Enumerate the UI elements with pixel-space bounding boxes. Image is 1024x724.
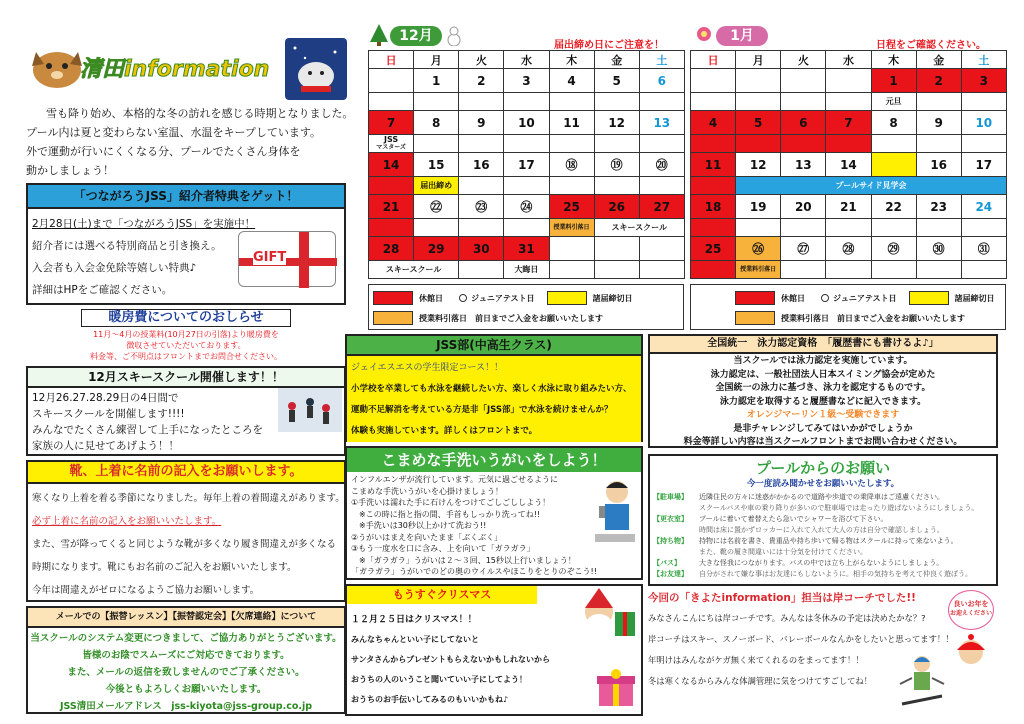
tearai-line: ③もう一度水を口に含み、上を向いて「ガラガラ」 xyxy=(351,544,535,553)
day-cell: 13 xyxy=(639,111,684,135)
kentei-line: 料金等詳しい内容は当スクールフロントまでお問い合わせください。 xyxy=(683,437,963,447)
danbou-line: 徴収させていただいております。 xyxy=(126,341,246,350)
day-cell xyxy=(639,237,684,261)
day-cell: ㉗ xyxy=(781,237,826,261)
cat-icon xyxy=(285,38,347,100)
day-cell: 10 xyxy=(961,111,1006,135)
day-cell: ㉙ xyxy=(871,237,916,261)
day-cell: 16 xyxy=(916,153,961,177)
day-cell: 6 xyxy=(781,111,826,135)
xmas-line: １２月２５日はクリスマス！！ xyxy=(351,615,477,625)
shoes-line: 今年は間違えがゼロになるようご協力お願いします。 xyxy=(32,585,260,596)
ski-line: みんなでたくさん練習して上手になったところを xyxy=(32,424,263,436)
note-jss: JSS xyxy=(383,134,399,144)
day-cell: 7 xyxy=(826,111,871,135)
day-cell: ㉘ xyxy=(826,237,871,261)
xmas-line: おうちの人のいうこと聞いていい子にしてよう！ xyxy=(351,675,527,684)
day-cell: 3 xyxy=(961,69,1006,93)
girl-illustration xyxy=(948,634,994,668)
shoes-title: 靴、上着に名前の記入をお願いします。 xyxy=(28,462,344,484)
day-cell: 12 xyxy=(736,153,781,177)
day-cell: 8 xyxy=(414,111,459,135)
badge-line: 良いお年を xyxy=(953,600,989,608)
tearai-box xyxy=(345,446,643,580)
weekday-mon: 月 xyxy=(414,51,459,69)
kentei-title: 全国統一 泳力認定資格 「履歴書にも書けるよ♪」 xyxy=(650,336,996,354)
rule-tag: 【持ち物】 xyxy=(653,537,688,545)
tsunagaro-line: 詳細はHPをご確認ください。 xyxy=(32,284,173,296)
legend-swatch-deadline xyxy=(909,291,949,305)
day-cell: 13 xyxy=(781,153,826,177)
mail-line: 当スクールのシステム変更につきまして、ご協力ありがとうございます。 xyxy=(30,633,342,644)
day-cell: 20 xyxy=(781,195,826,219)
tantou-box xyxy=(648,590,998,716)
rule-tag: 【お友達】 xyxy=(653,570,688,578)
day-cell: 9 xyxy=(916,111,961,135)
gift-label: GIFT xyxy=(253,250,287,265)
mail-line: 今後ともよろしくお願いいたします。 xyxy=(105,684,267,695)
note-fee-jan: 授業料引落日 xyxy=(736,261,781,279)
new-year-badge xyxy=(948,590,994,630)
day-cell xyxy=(781,69,826,93)
note-gantan: 元旦 xyxy=(871,93,916,111)
gift-card-icon xyxy=(238,231,336,287)
danbou-line: 料金等、ご不明点はフロントまでお問合せください。 xyxy=(90,352,282,361)
flower-icon xyxy=(696,26,712,42)
tearai-line: ①手洗いは濡れた手に石けんをつけてごしごししよう！ xyxy=(351,498,551,507)
day-cell: 25 xyxy=(549,195,594,219)
kentei-line: 是非チャレンジしてみてはいかがでしょうか xyxy=(733,423,913,434)
jssbu-line: ジェイエスエスの学生限定コース！！ xyxy=(351,363,504,373)
weekday-fri: 金 xyxy=(916,51,961,69)
legend-closed: 休館日 xyxy=(419,293,443,303)
tearai-line: 「ガラガラ」うがいでのどの奥のウイルスやほこりをとりのぞこう!! xyxy=(351,567,597,576)
tearai-line: ②うがいはまえを向いたまま「ぶくぶく」 xyxy=(351,532,503,542)
jssbu-line: 小学校を卒業しても水泳を継続したい方、楽しく水泳に取り組みたい方、 xyxy=(351,384,632,394)
note-omisoka: 大晦日 xyxy=(504,261,549,279)
day-cell: 2 xyxy=(459,69,504,93)
weekday-fri: 金 xyxy=(594,51,639,69)
note-poolside: プールサイド見学会 xyxy=(736,177,1007,195)
january-legend xyxy=(690,284,1006,330)
day-cell: 18 xyxy=(691,195,736,219)
onegai-subtitle: 今一度読み聞かせをお願いいたします。 xyxy=(746,479,900,489)
xmas-box xyxy=(345,584,643,716)
rule-tag: 【駐車場】 xyxy=(653,493,688,501)
intro-text xyxy=(26,104,356,180)
rule-tag xyxy=(653,525,699,536)
rule-item xyxy=(653,547,993,558)
day-cell: 2 xyxy=(916,69,961,93)
note-ski-2: スキースクール xyxy=(369,261,459,279)
january-notice: 日程をご確認ください。 xyxy=(876,40,986,51)
intro-line: 動かしましょう！ xyxy=(26,164,114,177)
day-cell: 21 xyxy=(826,195,871,219)
kentei-line: 当スクールでは泳力認定を実施しています。 xyxy=(733,356,913,366)
kentei-line: オレンジマーリン１級～受験できます xyxy=(746,410,900,420)
jssbu-title: JSS部(中高生クラス) xyxy=(347,336,641,356)
danbou-box xyxy=(26,309,346,361)
legend-junior: ジュニアテスト日 xyxy=(471,293,535,303)
day-cell: 29 xyxy=(414,237,459,261)
tearai-line: ※手洗いは30秒以上かけて洗おう!! xyxy=(351,521,487,530)
shoes-line: 時期になります。靴にもお名前のご記入をお願いいたします。 xyxy=(32,562,297,573)
weekday-wed: 水 xyxy=(826,51,871,69)
jssbu-line: 運動不足解消を考えている方是非「JSS部」で水泳を続けませんか？ xyxy=(351,405,613,415)
legend-junior: ジュニアテスト日 xyxy=(833,293,897,303)
danbou-line: 11月～4月の授業料(10月27日の引落)より暖房費を xyxy=(93,330,279,339)
tearai-line: ※「ガラガラ」うがいは２～３回、15秒以上行いましょう！ xyxy=(351,555,576,565)
legend-swatch-fee xyxy=(373,311,413,325)
rule-tag: 【バス】 xyxy=(653,559,681,567)
day-cell: 10 xyxy=(504,111,549,135)
shoes-line: 必ず上着に名前の記入をお願いいたします。 xyxy=(32,516,222,527)
legend-deadline: 諸届締切日 xyxy=(592,293,633,303)
xmas-line: みんなちゃんといい子にしてないと xyxy=(351,635,479,644)
xmas-title: もうすぐクリスマス xyxy=(347,586,537,604)
badge-line: お迎えください xyxy=(949,610,992,617)
kentei-line: 泳力認定を取得すると履歴書などに記入できます。 xyxy=(719,396,927,407)
danbou-title: 暖房費についてのおしらせ xyxy=(81,309,291,327)
day-cell: ㉔ xyxy=(504,195,549,219)
xmas-line: おうちのお手伝いしてみるのもいいかもね♪ xyxy=(351,695,509,704)
tearai-line: ※この時に指と指の間、手首もしっかり洗ってね!! xyxy=(351,509,541,519)
mail-box xyxy=(26,606,346,714)
rule-item xyxy=(653,503,993,514)
tantou-title: 今回の「きよたinformation」担当は岸コーチでした!! xyxy=(648,592,916,604)
day-cell: 14 xyxy=(826,153,871,177)
legend-fee: 授業料引落日 前日までご入金をお願いいたします xyxy=(781,313,965,323)
day-cell: 22 xyxy=(871,195,916,219)
weekday-mon: 月 xyxy=(736,51,781,69)
day-cell: 11 xyxy=(549,111,594,135)
onegai-box xyxy=(648,454,998,586)
kentei-line: 全国統一の泳力に基づき、泳力を認定するものです。 xyxy=(715,383,931,393)
rule-item xyxy=(653,569,993,580)
rule-text: プールに着いて着替えたら急いでシャワーを浴びて下さい。 xyxy=(699,515,888,523)
note-deadline: 届出締め xyxy=(414,177,459,195)
day-cell xyxy=(826,69,871,93)
day-cell: 30 xyxy=(459,237,504,261)
rule-item xyxy=(653,536,993,547)
rule-text: 持物には名前を書き、貴重品や持ち歩いて帰る物はスクールに持って来ないよう。 xyxy=(699,537,958,545)
january-badge: 1月 xyxy=(716,26,768,46)
mail-line: 皆様のお陰でスムーズにご対応できております。 xyxy=(82,650,290,661)
intro-line: プール内は夏と変わらない室温、水温をキープしています。 xyxy=(26,126,322,139)
shoes-line: 寒くなり上着を着る季節になりました。毎年上着の着間違えがあります。 xyxy=(32,493,345,504)
day-cell: 28 xyxy=(369,237,414,261)
day-cell: 19 xyxy=(736,195,781,219)
circle-icon xyxy=(459,294,467,302)
day-cell: ⑲ xyxy=(594,153,639,177)
note-masters: マスターズ xyxy=(376,143,406,151)
day-cell: 24 xyxy=(961,195,1006,219)
rule-tag xyxy=(653,547,699,558)
xmas-line: サンタさんからプレゼントもらえないかもしれないから xyxy=(351,655,550,664)
december-calendar xyxy=(368,50,685,279)
legend-swatch-fee xyxy=(735,311,775,325)
tsunagaro-line: 2月28日(土)まで「つながろうJSS」を実施中！ xyxy=(32,218,256,230)
tantou-line: みなさんこんにちは岸コーチです。みんなは冬休みの予定は決めたかな？? xyxy=(648,613,926,623)
day-cell: 21 xyxy=(369,195,414,219)
day-cell: 17 xyxy=(504,153,549,177)
tsunagaro-line: 入会者も入会金免除等嬉しい特典♪ xyxy=(32,262,197,274)
december-legend xyxy=(368,284,684,330)
weekday-tue: 火 xyxy=(781,51,826,69)
day-cell xyxy=(871,153,916,177)
tree-icon xyxy=(370,24,388,46)
intro-line: 雪も降り始め、本格的な冬の訪れを感じる時期となりました。 xyxy=(46,107,354,120)
rule-text: 大きな怪我につながります。バスの中では立ち上がらないようにしましょう。 xyxy=(699,559,944,567)
kentei-line: 泳力認定は、一般社団法人日本スイミング協会が定めた xyxy=(710,369,936,380)
jssbu-box xyxy=(345,334,643,442)
day-cell: 4 xyxy=(549,69,594,93)
weekday-sun: 日 xyxy=(369,51,414,69)
onegai-title: プールからのお願い xyxy=(755,459,891,477)
day-cell: ㉒ xyxy=(414,195,459,219)
day-cell: 26 xyxy=(594,195,639,219)
shoes-box xyxy=(26,460,346,602)
day-cell xyxy=(549,237,594,261)
rule-text: また、靴の履き間違いには十分気を付けてください。 xyxy=(699,548,867,556)
tearai-line: こまめな手洗いうがいを心掛けましょう！ xyxy=(351,486,503,496)
mail-address: JSS清田メールアドレス jss-kiyota@jss-group.co.jp xyxy=(59,701,313,712)
circle-icon xyxy=(821,294,829,302)
tantou-line: 冬は寒くなるからみんな体調管理に気をつけてすごしてね！ xyxy=(648,676,873,686)
mail-title: メールでの【振替レッスン】【振替認定会】【欠席連絡】について xyxy=(28,608,344,628)
legend-swatch-closed xyxy=(735,291,775,305)
weekday-wed: 水 xyxy=(504,51,549,69)
shoes-line: また、雪が降ってくると同じような靴が多くなり履き間違えが多くなる xyxy=(32,539,337,550)
rule-item xyxy=(653,492,993,503)
legend-swatch-deadline xyxy=(547,291,587,305)
snowman-icon xyxy=(446,26,462,46)
handwash-icon xyxy=(591,476,639,546)
day-cell: 25 xyxy=(691,237,736,261)
day-cell: 16 xyxy=(459,153,504,177)
ski-line: 家族の人に見せてあげよう！！ xyxy=(32,440,179,452)
rule-tag xyxy=(653,503,699,514)
day-cell: 5 xyxy=(736,111,781,135)
dog-illustration xyxy=(28,40,86,90)
day-cell xyxy=(691,69,736,93)
rule-text: 時間は床に置かずロッカーに入れて入れて大人の方は自分で確認しましょう。 xyxy=(699,526,944,534)
weekday-sat: 土 xyxy=(639,51,684,69)
day-cell: 3 xyxy=(504,69,549,93)
day-cell: ⑱ xyxy=(549,153,594,177)
day-cell xyxy=(736,69,781,93)
day-cell: 8 xyxy=(871,111,916,135)
day-cell: 23 xyxy=(916,195,961,219)
day-cell: 27 xyxy=(639,195,684,219)
note-ski: スキースクール xyxy=(594,219,684,237)
tearai-title: こまめな手洗いうがいをしよう！ xyxy=(347,448,641,472)
tantou-line: 岸コーチはスキー、スノーボード、バレーボールなんかをしたいと思ってます！！ xyxy=(648,634,954,644)
santa-illustration xyxy=(577,588,639,644)
weekday-tue: 火 xyxy=(459,51,504,69)
legend-swatch-closed xyxy=(373,291,413,305)
day-cell xyxy=(594,237,639,261)
rule-tag: 【更衣室】 xyxy=(653,515,688,523)
ski-photo xyxy=(278,388,342,432)
tantou-line: 年明けはみんながケガ無く来てくれるのをまってます！！ xyxy=(648,655,864,665)
day-cell: 6 xyxy=(639,69,684,93)
legend-closed: 休館日 xyxy=(781,293,805,303)
ski-line: スキースクールを開催します!!!! xyxy=(32,408,185,420)
day-cell: 14 xyxy=(369,153,414,177)
rule-item xyxy=(653,525,993,536)
day-cell: 1 xyxy=(871,69,916,93)
tearai-line: インフルエンザが流行しています。元気に過ごせるように xyxy=(351,475,559,484)
handwash-illustration xyxy=(591,476,639,546)
dog-icon xyxy=(28,40,86,90)
ski-title: 12月スキースクール開催します！！ xyxy=(28,368,344,388)
ski-line: 12月26.27.28.29日の4日間で xyxy=(32,392,179,404)
rule-item xyxy=(653,514,993,525)
present-icon xyxy=(597,668,635,708)
tsunagaro-box xyxy=(26,183,346,305)
skiers-icon xyxy=(278,388,342,432)
intro-line: 外で運動が行いにくくなる分、プールでたくさん身体を xyxy=(26,145,301,158)
day-cell: 1 xyxy=(414,69,459,93)
skier-illustration xyxy=(896,650,948,710)
day-cell: 31 xyxy=(504,237,549,261)
ski-box xyxy=(26,366,346,456)
day-cell: ㉛ xyxy=(961,237,1006,261)
girl-icon xyxy=(948,634,994,668)
day-cell: ㉓ xyxy=(459,195,504,219)
page-title: 清田information xyxy=(80,57,270,82)
santa-icon xyxy=(577,588,639,644)
legend-deadline: 諸届締切日 xyxy=(954,293,995,303)
day-cell: 15 xyxy=(414,153,459,177)
kentei-box xyxy=(648,334,998,448)
legend-fee: 授業料引落日 前日までご入金をお願いいたします xyxy=(419,313,603,323)
day-cell: ㉚ xyxy=(916,237,961,261)
january-calendar xyxy=(690,50,1007,279)
day-cell: 4 xyxy=(691,111,736,135)
day-cell xyxy=(369,69,414,93)
tsunagaro-line: 紹介者には選べる特別商品と引き換え。 xyxy=(32,240,222,252)
day-cell: 12 xyxy=(594,111,639,135)
weekday-sat: 土 xyxy=(961,51,1006,69)
day-cell: 5 xyxy=(594,69,639,93)
note-fee: 授業料引落日 xyxy=(549,219,594,237)
rule-text: 自分がされて嫌な事はお友達にもしないように。相手の気持ちを考えて仲良く遊ぼう。 xyxy=(699,570,972,578)
cat-illustration xyxy=(285,38,347,100)
weekday-sun: 日 xyxy=(691,51,736,69)
december-notice: 届出締め日にご注意を！ xyxy=(554,40,664,51)
weekday-thu: 木 xyxy=(871,51,916,69)
rule-text: 近隣住民の方々に迷惑がかかるので道路や歩道での乗降車はご遠慮ください。 xyxy=(699,493,944,501)
jssbu-line: 体験も実施しています。詳しくはフロントまで。 xyxy=(351,426,538,436)
tsunagaro-title: 「つながろうJSS」紹介者特典をゲット！ xyxy=(28,185,344,209)
day-cell: 17 xyxy=(961,153,1006,177)
day-cell: 11 xyxy=(691,153,736,177)
skier-icon xyxy=(896,650,948,710)
weekday-thu: 木 xyxy=(549,51,594,69)
day-cell: 7 xyxy=(369,111,414,135)
day-cell: ㉖ xyxy=(736,237,781,261)
december-badge: 12月 xyxy=(390,26,442,46)
rule-item xyxy=(653,558,993,569)
day-cell: 9 xyxy=(459,111,504,135)
day-cell: ⑳ xyxy=(639,153,684,177)
mail-line: また、メールの返信を致しませんのでご了承ください。 xyxy=(67,667,305,678)
rule-text: スクールバスや車の乗り降りが多いので駐車場では走ったり遊ばないようにしましょう。 xyxy=(699,504,979,512)
